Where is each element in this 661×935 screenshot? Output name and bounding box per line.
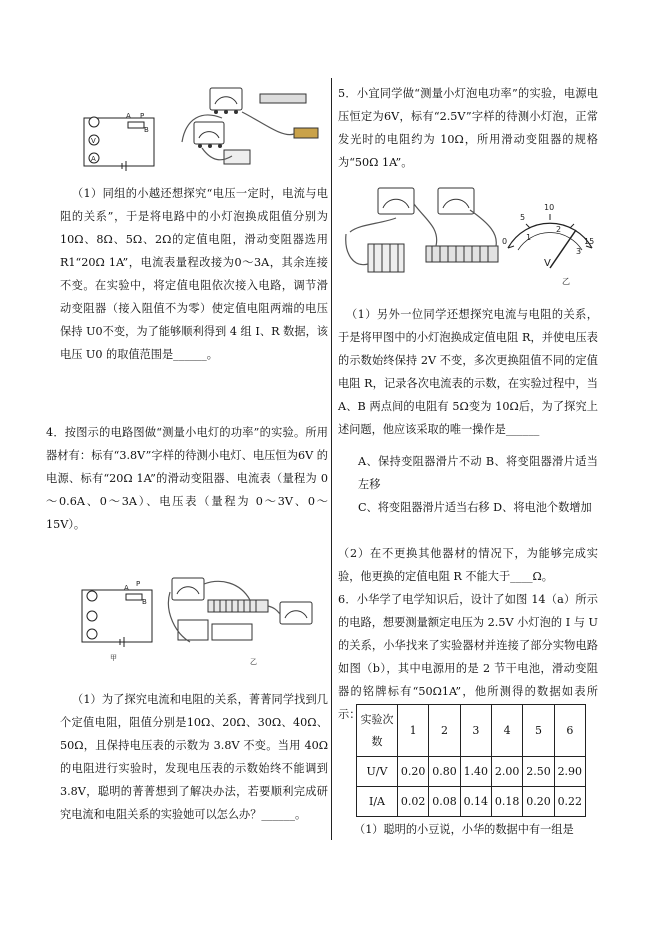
fig-label: A bbox=[124, 584, 129, 592]
table-row-label: I/A bbox=[357, 787, 398, 817]
table-row bbox=[357, 757, 586, 787]
table-header-cell: 3 bbox=[460, 705, 491, 757]
fig-caption: 甲 bbox=[110, 654, 117, 662]
question-6-part-1: （1）聪明的小豆说，小华的数据中有一组是 bbox=[354, 823, 574, 836]
fig-caption: 乙 bbox=[250, 658, 257, 666]
table-cell: 0.08 bbox=[429, 787, 460, 817]
table-cell: 0.18 bbox=[491, 787, 522, 817]
table-header-label: 实验次数 bbox=[357, 705, 398, 757]
fig-label: B bbox=[142, 598, 147, 606]
fig-label: A bbox=[126, 112, 131, 120]
question-6: 6．小华学了电学知识后，设计了如图 14（a）所示的电路，想要测量额定电压为 2.5V 小灯泡的 I 与 U 的关系，小华找来了实验器材并连接了部分实物电路如图（b），其中电源用的是 2 节干电池，滑动变阻器的铭牌标有“50Ω1A”，他所测得的数据如表所示： bbox=[338, 593, 598, 721]
fig-caption: 乙 bbox=[562, 277, 570, 286]
fig-label: P bbox=[136, 580, 141, 588]
table-header-cell: 6 bbox=[554, 705, 585, 757]
meter-tick: 15 bbox=[584, 237, 595, 246]
table-row bbox=[357, 787, 586, 817]
meter-tick: 10 bbox=[544, 203, 555, 212]
table-cell: 2.00 bbox=[491, 757, 522, 787]
question-5-part-2: （2）在不更换其他器材的情况下，为能够完成实验，他更换的定值电阻 R 不能大于____Ω。 bbox=[338, 547, 598, 583]
table-cell: 2.90 bbox=[554, 757, 585, 787]
table-cell: 0.14 bbox=[460, 787, 491, 817]
table-cell: 0.22 bbox=[554, 787, 585, 817]
table-cell: 0.20 bbox=[398, 757, 429, 787]
question-5-part-1: （1）另外一位同学还想探究电流与电阻的关系，于是将甲图中的小灯泡换成定值电阻 R，并使电压表的示数始终保持 2V 不变，多次更换阻值不同的定值电阻 R，记录各次电流表的示数，在实验过程中，当 A、B 两点间的电阻有 5Ω变为 10Ω后，为了探究上述问题，他应该采取的唯一操作是______ bbox=[338, 308, 598, 436]
meter-tick: 0 bbox=[502, 237, 508, 246]
table-header-cell: 5 bbox=[523, 705, 554, 757]
meter-tick: 5 bbox=[520, 213, 526, 222]
meter-tick: 2 bbox=[556, 225, 562, 234]
table-header-cell: 2 bbox=[429, 705, 460, 757]
circuit-figure-q4 bbox=[80, 572, 330, 667]
circuit-figure-top bbox=[82, 82, 327, 174]
meter-unit: V bbox=[544, 258, 551, 269]
question-5-options-cd: C、将变阻器滑片适当右移 D、将电池个数增加 bbox=[358, 501, 592, 514]
question-5: 5．小宜同学做“测量小灯泡电功率”的实验，电源电压恒定为6V，标有“2.5V”字样的待测小灯泡，正常发光时的电阻约为 10Ω，所用滑动变阻器的规格为“50Ω 1A”。 bbox=[338, 87, 598, 169]
question-4: 4．按图示的电路图做“测量小电灯的功率”的实验。所用器材有：标有“3.8V”字样的待测小电灯、电压恒为6V 的电源、标有“20Ω 1A”的滑动变阻器、电流表（量程为 0～0.6A、0～3A）、电压表（量程为 0～3V、0～15V）。 bbox=[46, 426, 328, 531]
fig-label: P bbox=[140, 112, 145, 120]
table-header-cell: 4 bbox=[491, 705, 522, 757]
table-cell: 1.40 bbox=[460, 757, 491, 787]
table-cell: 0.02 bbox=[398, 787, 429, 817]
table-row-label: U/V bbox=[357, 757, 398, 787]
table-cell: 0.20 bbox=[523, 787, 554, 817]
question-3-part-1: （1）同组的小越还想探究“电压一定时，电流与电阻的关系”，于是将电路中的小灯泡换成阻值分别为10Ω、8Ω、5Ω、2Ω的定值电阻，滑动变阻器选用 R1“20Ω 1A”，电流表量程改接为0～3A，其余连接不变。在实验中，将定值电阻依次接入电路，调节滑动变阻器（接入阻值不为零）使定值电阻两端的电压保持 U0不变，为了能够顺利得到 4 组 I、R 数据，该电压 U0 的取值范围是______。 bbox=[60, 187, 328, 361]
meter-tick: 1 bbox=[526, 233, 532, 242]
table-cell: 2.50 bbox=[523, 757, 554, 787]
table-header-cell: 1 bbox=[398, 705, 429, 757]
fig-label: A bbox=[91, 155, 96, 163]
question-5-options-ab: A、保持变阻器滑片不动 B、将变阻器滑片适当左移 bbox=[358, 455, 598, 491]
meter-tick: 3 bbox=[576, 247, 582, 256]
data-table bbox=[356, 704, 586, 817]
apparatus-figure-q5 bbox=[340, 184, 598, 294]
fig-label: V bbox=[91, 137, 96, 145]
question-4-part-1: （1）为了探究电流和电阻的关系，菁菁同学找到几个定值电阻，阻值分别是10Ω、20Ω、30Ω、40Ω、50Ω，且保持电压表的示数为 3.8V 不变。当用 40Ω的电阻进行实验时，发现电压表的示数始终不能调到 3.8V，聪明的菁菁想到了解决办法，若要顺利完成研究电流和电阻关系的实验她可以怎么办？______。 bbox=[60, 693, 328, 821]
column-divider bbox=[331, 78, 332, 840]
fig-label: B bbox=[144, 126, 149, 134]
table-cell: 0.80 bbox=[429, 757, 460, 787]
table-header-row bbox=[357, 705, 586, 757]
